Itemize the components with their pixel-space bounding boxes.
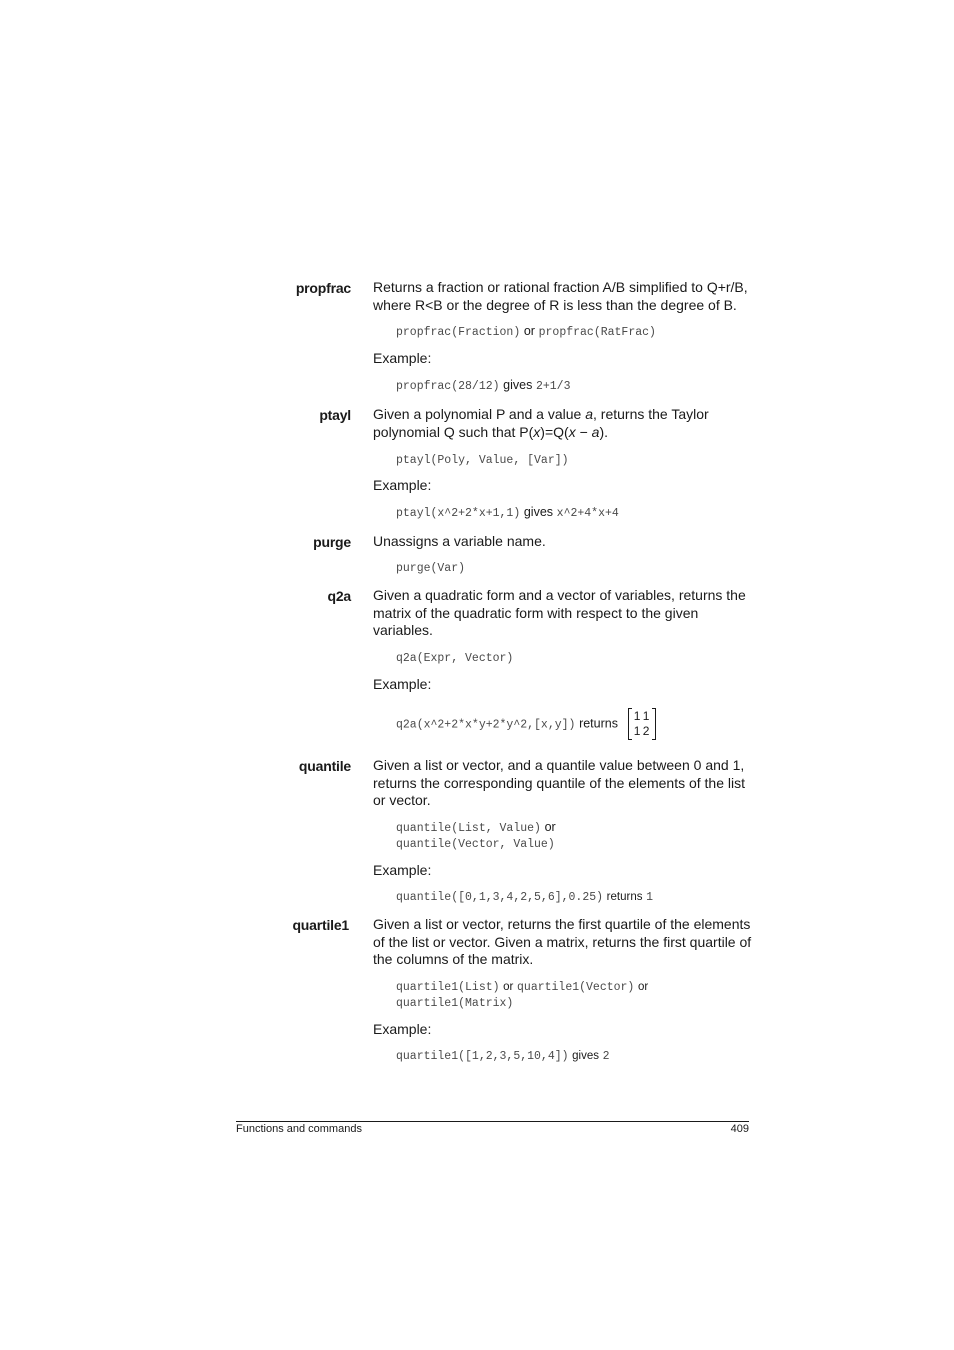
matrix-cell: 2 xyxy=(642,724,650,738)
connector-word: or xyxy=(544,820,556,834)
syntax-line xyxy=(396,994,513,1012)
syntax-line xyxy=(396,323,656,341)
example-code: propfrac(28/12) xyxy=(396,380,500,393)
connector-word: or xyxy=(503,981,514,993)
example-result: 2+1/3 xyxy=(535,380,571,393)
syntax-line xyxy=(396,559,465,577)
syntax-code: purge(Var) xyxy=(396,562,466,575)
term-heading: q2a xyxy=(327,588,351,604)
term-description: Returns a fraction or rational fraction A/B simplified to Q+r/B, where R<B or the degree of R is less than the degree of B. xyxy=(373,279,748,313)
desc-var: x xyxy=(568,423,576,440)
example-result: 2 xyxy=(602,1050,610,1063)
example-label: Example: xyxy=(373,862,432,878)
matrix-row xyxy=(633,709,651,724)
term-description: Given a list or vector, returns the first quartile of the elements of the list or vector. Given a matrix, returns the first quartile of the columns of the matrix. xyxy=(373,916,752,967)
term-heading: ptayl xyxy=(319,407,351,423)
term-description: Given a list or vector, and a quantile value between 0 and 1, returns the corresponding quantile of the elements of the list or vector. xyxy=(373,757,745,808)
term-heading: quartile1 xyxy=(292,917,349,933)
example-label: Example: xyxy=(373,1021,432,1037)
syntax-code: ptayl(Poly, Value, [Var]) xyxy=(396,454,569,467)
matrix-cell: 1 xyxy=(633,709,641,723)
syntax-line xyxy=(396,451,569,469)
example-line xyxy=(396,1047,610,1065)
example-code: quartile1([1,2,3,5,10,4]) xyxy=(396,1050,569,1063)
example-line xyxy=(396,888,653,906)
footer-page-number: 409 xyxy=(730,1123,749,1135)
connector-word: returns xyxy=(579,716,618,731)
term-heading: purge xyxy=(313,534,351,550)
footer-rule xyxy=(236,1121,749,1122)
matrix-row xyxy=(633,724,651,739)
syntax-code: quantile(List, Value) xyxy=(396,822,541,835)
desc-var: a xyxy=(585,406,594,422)
syntax-line xyxy=(396,835,555,853)
connector-word: gives xyxy=(523,505,554,519)
example-label: Example: xyxy=(373,477,432,493)
syntax-line xyxy=(396,649,513,667)
connector-word: or xyxy=(637,981,649,993)
desc-text: Given a polynomial P and a value xyxy=(373,406,586,422)
syntax-code: quartile1(List) xyxy=(396,981,500,994)
syntax-code: quartile1(Vector) xyxy=(517,981,635,994)
connector-word: returns xyxy=(606,891,643,903)
example-result: x^2+4*x+4 xyxy=(556,507,619,520)
example-label: Example: xyxy=(373,350,432,366)
example-line xyxy=(396,504,619,522)
term-description: Unassigns a variable name. xyxy=(373,533,546,549)
example-label: Example: xyxy=(373,676,432,692)
term-description: Given a quadratic form and a vector of variables, returns the matrix of the quadratic form with respect to the given variables. xyxy=(373,587,746,638)
syntax-code: quantile(Vector, Value) xyxy=(396,838,555,851)
example-code: q2a(x^2+2*x*y+2*y^2,[x,y]) xyxy=(396,718,576,732)
connector-word: gives xyxy=(572,1050,600,1062)
syntax-code: quartile1(Matrix) xyxy=(396,997,514,1010)
term-heading: quantile xyxy=(298,758,351,774)
desc-text: ). xyxy=(599,423,609,440)
desc-text: )=Q( xyxy=(540,423,569,440)
example-code: quantile([0,1,3,4,2,5,6],0.25) xyxy=(396,891,604,904)
desc-var: x xyxy=(533,423,541,440)
desc-text: , returns the Taylor polynomial Q such that P( xyxy=(373,406,709,440)
example-code: ptayl(x^2+2*x+1,1) xyxy=(396,507,521,520)
term-heading: propfrac xyxy=(295,280,351,296)
syntax-code: propfrac(Fraction) xyxy=(396,326,521,339)
syntax-code: q2a(Expr, Vector) xyxy=(396,652,514,665)
example-line xyxy=(396,377,570,395)
connector-word: or xyxy=(523,324,535,338)
matrix-cell: 1 xyxy=(642,709,650,723)
footer-section-title: Functions and commands xyxy=(236,1123,362,1135)
desc-text: − xyxy=(575,423,592,440)
desc-var: a xyxy=(591,423,600,440)
result-matrix xyxy=(628,708,656,740)
example-line xyxy=(396,708,656,740)
example-result: 1 xyxy=(646,891,653,904)
term-description xyxy=(373,406,753,441)
syntax-code: propfrac(RatFrac) xyxy=(538,326,656,339)
matrix-cell: 1 xyxy=(633,724,641,738)
connector-word: gives xyxy=(503,378,533,392)
